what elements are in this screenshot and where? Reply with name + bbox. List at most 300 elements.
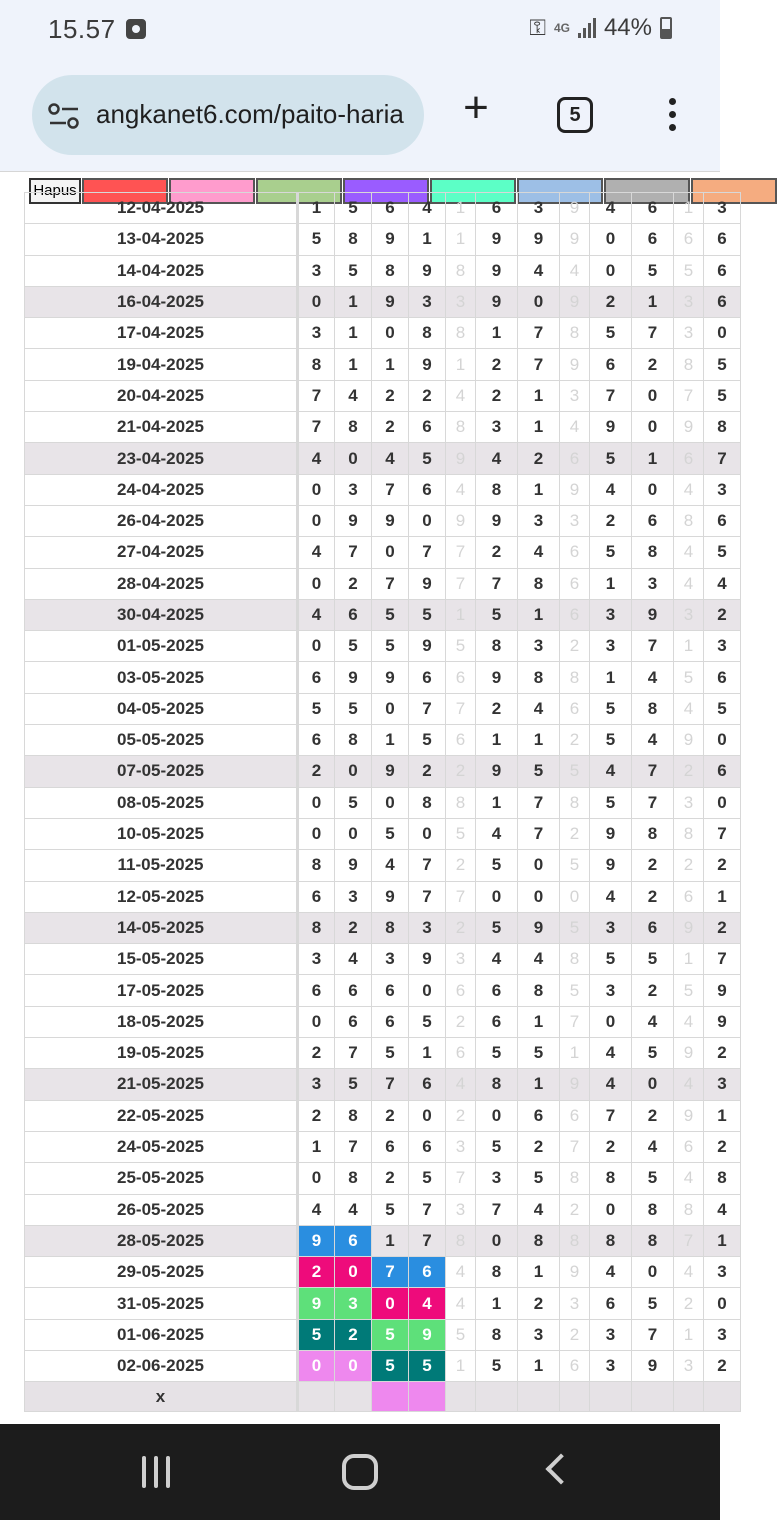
digit-cell[interactable]: 4 xyxy=(518,1194,560,1225)
digit-cell[interactable]: 6 xyxy=(409,474,446,505)
recents-button[interactable] xyxy=(142,1456,176,1488)
digit-cell[interactable]: 5 xyxy=(518,756,560,787)
digit-cell[interactable]: 2 xyxy=(674,1288,704,1319)
digit-cell[interactable]: 9 xyxy=(632,1350,674,1381)
digit-cell[interactable]: 8 xyxy=(674,505,704,536)
digit-cell[interactable]: 0 xyxy=(298,787,335,818)
digit-cell[interactable]: 6 xyxy=(632,224,674,255)
digit-cell[interactable]: 1 xyxy=(674,944,704,975)
digit-cell[interactable]: 5 xyxy=(372,599,409,630)
digit-cell[interactable]: 6 xyxy=(446,725,476,756)
digit-cell[interactable]: 9 xyxy=(560,193,590,224)
digit-cell[interactable]: 3 xyxy=(704,631,741,662)
digit-cell[interactable]: 9 xyxy=(560,286,590,317)
tab-switcher-button[interactable]: 5 xyxy=(557,97,593,133)
digit-cell[interactable]: 7 xyxy=(590,1100,632,1131)
digit-cell[interactable]: 6 xyxy=(704,224,741,255)
digit-cell[interactable]: 0 xyxy=(590,1194,632,1225)
digit-cell[interactable]: 2 xyxy=(476,380,518,411)
footer-cell[interactable] xyxy=(409,1382,446,1412)
digit-cell[interactable]: 9 xyxy=(560,1257,590,1288)
digit-cell[interactable]: 9 xyxy=(476,662,518,693)
digit-cell[interactable]: 3 xyxy=(409,286,446,317)
digit-cell[interactable]: 9 xyxy=(446,505,476,536)
digit-cell[interactable]: 1 xyxy=(298,1131,335,1162)
digit-cell[interactable]: 7 xyxy=(372,568,409,599)
digit-cell[interactable]: 9 xyxy=(518,912,560,943)
digit-cell[interactable]: 5 xyxy=(372,1350,409,1381)
digit-cell[interactable]: 9 xyxy=(590,850,632,881)
digit-cell[interactable]: 5 xyxy=(704,537,741,568)
digit-cell[interactable]: 2 xyxy=(632,349,674,380)
footer-cell[interactable] xyxy=(446,1382,476,1412)
digit-cell[interactable]: 5 xyxy=(409,1163,446,1194)
digit-cell[interactable]: 4 xyxy=(590,474,632,505)
digit-cell[interactable]: 9 xyxy=(409,944,446,975)
digit-cell[interactable]: 9 xyxy=(704,1006,741,1037)
digit-cell[interactable]: 5 xyxy=(335,693,372,724)
digit-cell[interactable]: 6 xyxy=(518,1100,560,1131)
digit-cell[interactable]: 9 xyxy=(335,505,372,536)
digit-cell[interactable]: 4 xyxy=(674,1069,704,1100)
digit-cell[interactable]: 4 xyxy=(560,255,590,286)
digit-cell[interactable]: 0 xyxy=(409,975,446,1006)
digit-cell[interactable]: 4 xyxy=(372,850,409,881)
digit-cell[interactable]: 9 xyxy=(518,224,560,255)
digit-cell[interactable]: 4 xyxy=(632,662,674,693)
digit-cell[interactable]: 5 xyxy=(298,224,335,255)
digit-cell[interactable]: 3 xyxy=(446,944,476,975)
digit-cell[interactable]: 1 xyxy=(476,787,518,818)
site-settings-icon[interactable] xyxy=(48,103,80,129)
digit-cell[interactable]: 9 xyxy=(632,599,674,630)
digit-cell[interactable]: 5 xyxy=(518,1163,560,1194)
digit-cell[interactable]: 0 xyxy=(704,725,741,756)
digit-cell[interactable]: 4 xyxy=(409,193,446,224)
digit-cell[interactable]: 3 xyxy=(560,505,590,536)
digit-cell[interactable]: 5 xyxy=(446,1319,476,1350)
digit-cell[interactable]: 6 xyxy=(372,1006,409,1037)
digit-cell[interactable]: 5 xyxy=(446,818,476,849)
digit-cell[interactable]: 0 xyxy=(335,756,372,787)
digit-cell[interactable]: 4 xyxy=(590,193,632,224)
digit-cell[interactable]: 7 xyxy=(298,412,335,443)
digit-cell[interactable]: 5 xyxy=(409,443,446,474)
digit-cell[interactable]: 9 xyxy=(590,412,632,443)
digit-cell[interactable]: 8 xyxy=(560,662,590,693)
digit-cell[interactable]: 6 xyxy=(409,412,446,443)
digit-cell[interactable]: 4 xyxy=(298,443,335,474)
digit-cell[interactable]: 9 xyxy=(560,349,590,380)
digit-cell[interactable]: 9 xyxy=(298,1288,335,1319)
digit-cell[interactable]: 1 xyxy=(518,725,560,756)
digit-cell[interactable]: 2 xyxy=(560,818,590,849)
digit-cell[interactable]: 1 xyxy=(372,349,409,380)
digit-cell[interactable]: 4 xyxy=(674,693,704,724)
digit-cell[interactable]: 4 xyxy=(476,818,518,849)
digit-cell[interactable]: 8 xyxy=(518,1225,560,1256)
digit-cell[interactable]: 9 xyxy=(560,1069,590,1100)
digit-cell[interactable]: 1 xyxy=(409,1038,446,1069)
digit-cell[interactable]: 5 xyxy=(590,787,632,818)
digit-cell[interactable]: 6 xyxy=(632,505,674,536)
digit-cell[interactable]: 3 xyxy=(704,1319,741,1350)
digit-cell[interactable]: 4 xyxy=(632,725,674,756)
digit-cell[interactable]: 8 xyxy=(560,1225,590,1256)
digit-cell[interactable]: 6 xyxy=(476,193,518,224)
digit-cell[interactable]: 8 xyxy=(476,1257,518,1288)
digit-cell[interactable]: 5 xyxy=(409,599,446,630)
digit-cell[interactable]: 5 xyxy=(335,787,372,818)
digit-cell[interactable]: 8 xyxy=(446,412,476,443)
digit-cell[interactable]: 4 xyxy=(446,1069,476,1100)
digit-cell[interactable]: 1 xyxy=(476,1288,518,1319)
digit-cell[interactable]: 2 xyxy=(704,599,741,630)
digit-cell[interactable]: 2 xyxy=(372,1163,409,1194)
digit-cell[interactable]: 4 xyxy=(518,944,560,975)
digit-cell[interactable]: 4 xyxy=(335,380,372,411)
digit-cell[interactable]: 3 xyxy=(409,912,446,943)
digit-cell[interactable]: 0 xyxy=(632,1069,674,1100)
digit-cell[interactable]: 5 xyxy=(704,349,741,380)
digit-cell[interactable]: 5 xyxy=(590,693,632,724)
digit-cell[interactable]: 8 xyxy=(632,818,674,849)
digit-cell[interactable]: 5 xyxy=(632,1288,674,1319)
digit-cell[interactable]: 2 xyxy=(372,1100,409,1131)
digit-cell[interactable]: 7 xyxy=(704,944,741,975)
digit-cell[interactable]: 4 xyxy=(335,944,372,975)
digit-cell[interactable]: 8 xyxy=(560,944,590,975)
digit-cell[interactable]: 7 xyxy=(446,537,476,568)
digit-cell[interactable]: 5 xyxy=(674,255,704,286)
digit-cell[interactable]: 3 xyxy=(590,912,632,943)
digit-cell[interactable]: 3 xyxy=(335,474,372,505)
digit-cell[interactable]: 8 xyxy=(476,474,518,505)
digit-cell[interactable]: 6 xyxy=(446,662,476,693)
digit-cell[interactable]: 5 xyxy=(335,1069,372,1100)
digit-cell[interactable]: 3 xyxy=(590,1350,632,1381)
digit-cell[interactable]: 5 xyxy=(704,380,741,411)
digit-cell[interactable]: 2 xyxy=(446,1006,476,1037)
digit-cell[interactable]: 6 xyxy=(560,443,590,474)
digit-cell[interactable]: 2 xyxy=(704,850,741,881)
digit-cell[interactable]: 2 xyxy=(560,631,590,662)
digit-cell[interactable]: 4 xyxy=(372,443,409,474)
digit-cell[interactable]: 6 xyxy=(298,881,335,912)
digit-cell[interactable]: 9 xyxy=(560,474,590,505)
digit-cell[interactable]: 6 xyxy=(704,255,741,286)
digit-cell[interactable]: 7 xyxy=(632,756,674,787)
digit-cell[interactable]: 6 xyxy=(560,568,590,599)
digit-cell[interactable]: 7 xyxy=(632,631,674,662)
digit-cell[interactable]: 1 xyxy=(372,1225,409,1256)
digit-cell[interactable]: 9 xyxy=(409,255,446,286)
digit-cell[interactable]: 4 xyxy=(298,599,335,630)
digit-cell[interactable]: 1 xyxy=(674,1319,704,1350)
digit-cell[interactable]: 5 xyxy=(560,975,590,1006)
digit-cell[interactable]: 2 xyxy=(298,1257,335,1288)
digit-cell[interactable]: 7 xyxy=(335,1038,372,1069)
digit-cell[interactable]: 6 xyxy=(409,1131,446,1162)
paito-table-container[interactable] xyxy=(24,198,744,1414)
digit-cell[interactable]: 9 xyxy=(476,224,518,255)
digit-cell[interactable]: 6 xyxy=(560,1100,590,1131)
digit-cell[interactable]: 1 xyxy=(518,380,560,411)
digit-cell[interactable]: 4 xyxy=(560,412,590,443)
digit-cell[interactable]: 3 xyxy=(674,286,704,317)
digit-cell[interactable]: 1 xyxy=(298,193,335,224)
digit-cell[interactable]: 2 xyxy=(298,756,335,787)
digit-cell[interactable]: 3 xyxy=(298,255,335,286)
digit-cell[interactable]: 2 xyxy=(446,756,476,787)
digit-cell[interactable]: 0 xyxy=(632,380,674,411)
digit-cell[interactable]: 7 xyxy=(446,568,476,599)
digit-cell[interactable]: 7 xyxy=(372,1069,409,1100)
digit-cell[interactable]: 0 xyxy=(335,818,372,849)
digit-cell[interactable]: 5 xyxy=(476,912,518,943)
digit-cell[interactable]: 7 xyxy=(335,537,372,568)
digit-cell[interactable]: 0 xyxy=(518,850,560,881)
digit-cell[interactable]: 6 xyxy=(298,725,335,756)
digit-cell[interactable]: 6 xyxy=(632,193,674,224)
digit-cell[interactable]: 5 xyxy=(476,599,518,630)
digit-cell[interactable]: 9 xyxy=(372,756,409,787)
digit-cell[interactable]: 3 xyxy=(446,1131,476,1162)
digit-cell[interactable]: 1 xyxy=(446,193,476,224)
digit-cell[interactable]: 5 xyxy=(446,631,476,662)
digit-cell[interactable]: 2 xyxy=(409,380,446,411)
digit-cell[interactable]: 4 xyxy=(674,537,704,568)
back-button[interactable] xyxy=(545,1453,576,1484)
digit-cell[interactable]: 5 xyxy=(476,1350,518,1381)
digit-cell[interactable]: 6 xyxy=(704,286,741,317)
digit-cell[interactable]: 5 xyxy=(674,662,704,693)
footer-cell[interactable] xyxy=(704,1382,741,1412)
digit-cell[interactable]: 5 xyxy=(632,944,674,975)
digit-cell[interactable]: 7 xyxy=(632,787,674,818)
digit-cell[interactable]: 2 xyxy=(298,1100,335,1131)
digit-cell[interactable]: 6 xyxy=(704,505,741,536)
digit-cell[interactable]: 3 xyxy=(590,975,632,1006)
digit-cell[interactable]: 5 xyxy=(372,818,409,849)
digit-cell[interactable]: 2 xyxy=(372,412,409,443)
digit-cell[interactable]: 0 xyxy=(298,286,335,317)
digit-cell[interactable]: 1 xyxy=(518,599,560,630)
digit-cell[interactable]: 1 xyxy=(335,349,372,380)
address-bar[interactable] xyxy=(32,75,424,155)
digit-cell[interactable]: 2 xyxy=(674,850,704,881)
digit-cell[interactable]: 0 xyxy=(298,1350,335,1381)
digit-cell[interactable]: 5 xyxy=(409,1350,446,1381)
digit-cell[interactable]: 4 xyxy=(704,568,741,599)
digit-cell[interactable]: 7 xyxy=(409,537,446,568)
digit-cell[interactable]: 3 xyxy=(335,881,372,912)
digit-cell[interactable]: 3 xyxy=(518,505,560,536)
digit-cell[interactable]: 2 xyxy=(632,1100,674,1131)
digit-cell[interactable]: 4 xyxy=(704,1194,741,1225)
digit-cell[interactable]: 5 xyxy=(409,1006,446,1037)
digit-cell[interactable]: 6 xyxy=(560,693,590,724)
digit-cell[interactable]: 2 xyxy=(560,1319,590,1350)
digit-cell[interactable]: 8 xyxy=(335,1100,372,1131)
digit-cell[interactable]: 2 xyxy=(446,1100,476,1131)
digit-cell[interactable]: 0 xyxy=(298,505,335,536)
digit-cell[interactable]: 9 xyxy=(476,255,518,286)
digit-cell[interactable]: 2 xyxy=(590,1131,632,1162)
digit-cell[interactable]: 3 xyxy=(518,1319,560,1350)
digit-cell[interactable]: 3 xyxy=(590,631,632,662)
digit-cell[interactable]: 0 xyxy=(704,318,741,349)
digit-cell[interactable]: 2 xyxy=(560,725,590,756)
digit-cell[interactable]: 8 xyxy=(335,412,372,443)
digit-cell[interactable]: 1 xyxy=(674,631,704,662)
digit-cell[interactable]: 7 xyxy=(518,349,560,380)
digit-cell[interactable]: 3 xyxy=(298,944,335,975)
digit-cell[interactable]: 1 xyxy=(518,1006,560,1037)
digit-cell[interactable]: 6 xyxy=(335,1225,372,1256)
digit-cell[interactable]: 6 xyxy=(409,1069,446,1100)
digit-cell[interactable]: 4 xyxy=(298,1194,335,1225)
digit-cell[interactable]: 1 xyxy=(590,568,632,599)
digit-cell[interactable]: 5 xyxy=(476,850,518,881)
digit-cell[interactable]: 2 xyxy=(590,286,632,317)
digit-cell[interactable]: 8 xyxy=(590,1225,632,1256)
digit-cell[interactable]: 2 xyxy=(335,912,372,943)
digit-cell[interactable]: 3 xyxy=(674,599,704,630)
digit-cell[interactable]: 4 xyxy=(590,1257,632,1288)
digit-cell[interactable]: 1 xyxy=(704,1100,741,1131)
digit-cell[interactable]: 6 xyxy=(704,662,741,693)
digit-cell[interactable]: 7 xyxy=(704,443,741,474)
digit-cell[interactable]: 6 xyxy=(590,349,632,380)
digit-cell[interactable]: 8 xyxy=(372,912,409,943)
digit-cell[interactable]: 9 xyxy=(674,1038,704,1069)
digit-cell[interactable]: 4 xyxy=(590,756,632,787)
digit-cell[interactable]: 9 xyxy=(560,224,590,255)
footer-cell[interactable] xyxy=(590,1382,632,1412)
digit-cell[interactable]: 1 xyxy=(632,286,674,317)
digit-cell[interactable]: 0 xyxy=(590,224,632,255)
digit-cell[interactable]: 5 xyxy=(476,1131,518,1162)
digit-cell[interactable]: 7 xyxy=(409,1225,446,1256)
digit-cell[interactable]: 5 xyxy=(372,1038,409,1069)
digit-cell[interactable]: 6 xyxy=(409,662,446,693)
digit-cell[interactable]: 4 xyxy=(476,944,518,975)
digit-cell[interactable]: 8 xyxy=(560,1163,590,1194)
digit-cell[interactable]: 7 xyxy=(518,787,560,818)
digit-cell[interactable]: 5 xyxy=(476,1038,518,1069)
digit-cell[interactable]: 2 xyxy=(372,380,409,411)
digit-cell[interactable]: 2 xyxy=(446,850,476,881)
digit-cell[interactable]: 6 xyxy=(674,881,704,912)
digit-cell[interactable]: 0 xyxy=(372,693,409,724)
digit-cell[interactable]: 6 xyxy=(590,1288,632,1319)
digit-cell[interactable]: 7 xyxy=(409,881,446,912)
digit-cell[interactable]: 1 xyxy=(335,318,372,349)
digit-cell[interactable]: 1 xyxy=(518,412,560,443)
digit-cell[interactable]: 9 xyxy=(674,412,704,443)
digit-cell[interactable]: 3 xyxy=(446,1194,476,1225)
digit-cell[interactable]: 3 xyxy=(704,1069,741,1100)
digit-cell[interactable]: 9 xyxy=(372,662,409,693)
digit-cell[interactable]: 4 xyxy=(409,1288,446,1319)
digit-cell[interactable]: 0 xyxy=(704,787,741,818)
digit-cell[interactable]: 6 xyxy=(409,1257,446,1288)
digit-cell[interactable]: 0 xyxy=(298,568,335,599)
digit-cell[interactable]: 4 xyxy=(335,1194,372,1225)
digit-cell[interactable]: 8 xyxy=(560,787,590,818)
digit-cell[interactable]: 1 xyxy=(476,725,518,756)
digit-cell[interactable]: 3 xyxy=(704,1257,741,1288)
digit-cell[interactable]: 7 xyxy=(518,818,560,849)
digit-cell[interactable]: 9 xyxy=(674,725,704,756)
digit-cell[interactable]: 0 xyxy=(409,818,446,849)
digit-cell[interactable]: 6 xyxy=(335,975,372,1006)
digit-cell[interactable]: 0 xyxy=(372,787,409,818)
digit-cell[interactable]: 7 xyxy=(560,1006,590,1037)
digit-cell[interactable]: 4 xyxy=(298,537,335,568)
digit-cell[interactable]: 7 xyxy=(518,318,560,349)
digit-cell[interactable]: 8 xyxy=(518,662,560,693)
digit-cell[interactable]: 2 xyxy=(298,1038,335,1069)
digit-cell[interactable]: 8 xyxy=(704,412,741,443)
digit-cell[interactable]: 1 xyxy=(335,286,372,317)
digit-cell[interactable]: 2 xyxy=(446,912,476,943)
footer-cell[interactable] xyxy=(335,1382,372,1412)
digit-cell[interactable]: 5 xyxy=(372,631,409,662)
digit-cell[interactable]: 8 xyxy=(409,787,446,818)
digit-cell[interactable]: 8 xyxy=(335,1163,372,1194)
digit-cell[interactable]: 2 xyxy=(704,1131,741,1162)
digit-cell[interactable]: 5 xyxy=(372,1194,409,1225)
url-text[interactable]: angkanet6.com/paito-haria xyxy=(96,99,404,129)
digit-cell[interactable]: 9 xyxy=(298,1225,335,1256)
digit-cell[interactable]: 8 xyxy=(632,537,674,568)
digit-cell[interactable]: 4 xyxy=(674,1006,704,1037)
digit-cell[interactable]: 3 xyxy=(372,944,409,975)
digit-cell[interactable]: 5 xyxy=(704,693,741,724)
digit-cell[interactable]: 0 xyxy=(476,881,518,912)
digit-cell[interactable]: 0 xyxy=(632,1257,674,1288)
digit-cell[interactable]: 9 xyxy=(446,443,476,474)
digit-cell[interactable]: 9 xyxy=(674,912,704,943)
digit-cell[interactable]: 2 xyxy=(704,1038,741,1069)
digit-cell[interactable]: 8 xyxy=(560,318,590,349)
digit-cell[interactable]: 8 xyxy=(632,1194,674,1225)
digit-cell[interactable]: 8 xyxy=(518,975,560,1006)
digit-cell[interactable]: 3 xyxy=(298,318,335,349)
digit-cell[interactable]: 7 xyxy=(674,380,704,411)
digit-cell[interactable]: 1 xyxy=(704,1225,741,1256)
digit-cell[interactable]: 2 xyxy=(518,1288,560,1319)
digit-cell[interactable]: 0 xyxy=(298,1163,335,1194)
digit-cell[interactable]: 6 xyxy=(674,1131,704,1162)
digit-cell[interactable]: 8 xyxy=(409,318,446,349)
footer-cell[interactable] xyxy=(298,1382,335,1412)
digit-cell[interactable]: 7 xyxy=(476,568,518,599)
digit-cell[interactable]: 9 xyxy=(476,756,518,787)
digit-cell[interactable]: 5 xyxy=(560,850,590,881)
digit-cell[interactable]: 3 xyxy=(674,1350,704,1381)
hapus-button[interactable]: Hapus xyxy=(29,178,81,204)
digit-cell[interactable]: 1 xyxy=(446,599,476,630)
digit-cell[interactable]: 0 xyxy=(632,412,674,443)
digit-cell[interactable]: 9 xyxy=(590,818,632,849)
digit-cell[interactable]: 5 xyxy=(632,255,674,286)
digit-cell[interactable]: 1 xyxy=(518,1257,560,1288)
digit-cell[interactable]: 2 xyxy=(632,850,674,881)
digit-cell[interactable]: 3 xyxy=(704,193,741,224)
